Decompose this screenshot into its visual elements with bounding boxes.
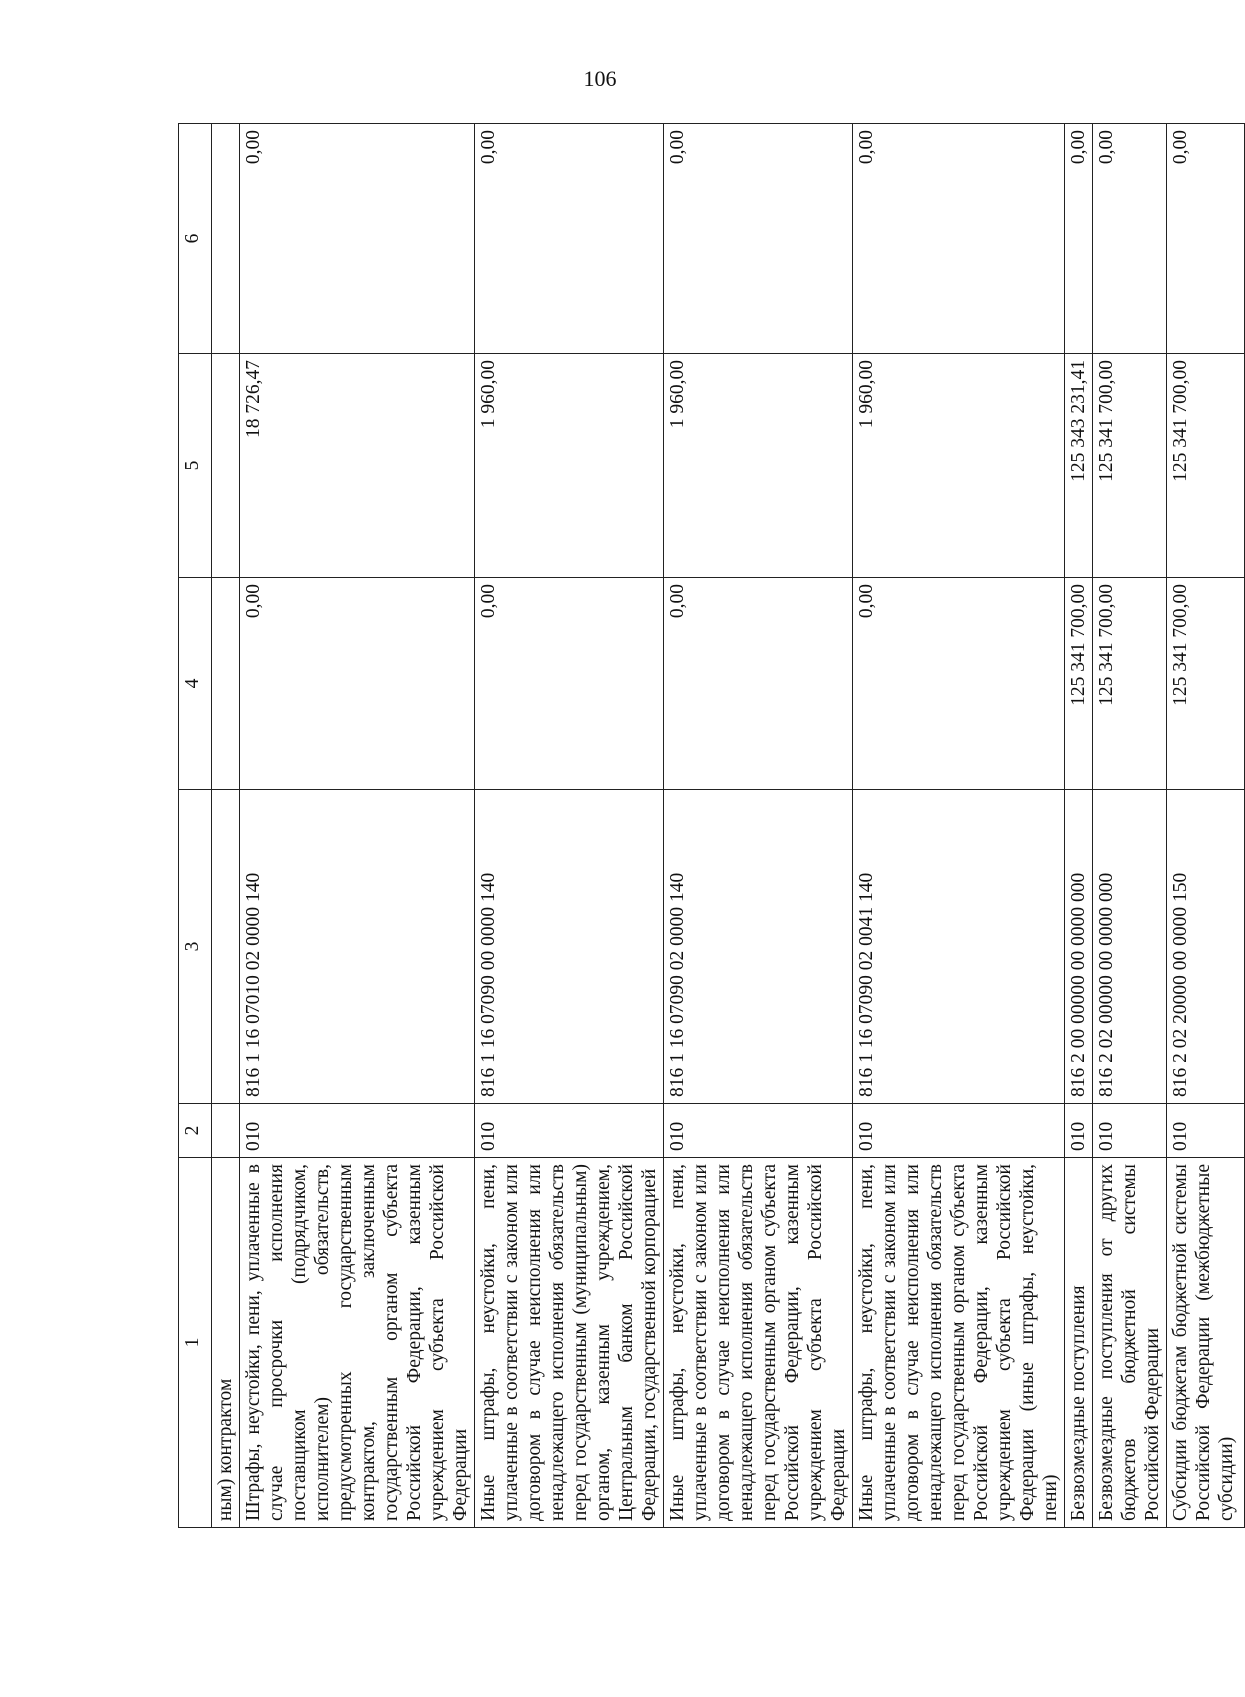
row-name: Безвозмездные поступления (1065, 1158, 1093, 1528)
row-name: Субсидии бюджетам бюджетной системы Российской Федерации (межбюджетные субсидии) (1167, 1158, 1245, 1528)
row-executed: 125 341 700,00 (1167, 354, 1245, 578)
column-number: 6 (179, 124, 212, 354)
row-col6: 0,00 (475, 124, 664, 354)
row-plan (212, 578, 240, 790)
row-plan: 0,00 (475, 578, 664, 790)
row-executed: 1 960,00 (853, 354, 1065, 578)
row-budget-code: 816 1 16 07010 02 0000 140 (240, 790, 475, 1104)
column-number: 2 (179, 1104, 212, 1158)
row-plan: 0,00 (664, 578, 853, 790)
row-col6: 0,00 (853, 124, 1065, 354)
table-row (1093, 124, 1167, 1528)
row-executed: 18 726,47 (240, 354, 475, 578)
row-line-code: 010 (1065, 1104, 1093, 1158)
row-name: Штрафы, неустойки, пени, уплаченные в случае просрочки исполнения поставщиком (подрядчиком, исполнителем) обязательств, предусмотренных государственным контрактом, заключенным государственным органом субъекта Российской Федерации, казенным учреждением субъекта Российской Федерации (240, 1158, 475, 1528)
column-number: 4 (179, 578, 212, 790)
row-budget-code: 816 1 16 07090 00 0000 140 (475, 790, 664, 1104)
row-line-code: 010 (240, 1104, 475, 1158)
row-plan: 125 341 700,00 (1093, 578, 1167, 790)
row-name: Иные штрафы, неустойки, пени, уплаченные в соответствии с законом или договором в случае неисполнения или ненадлежащего исполнения обязательств перед государственным органом субъекта Российской Федерации, казенным учреждением субъекта Российской Федерации (иные штрафы, неустойки, пени) (853, 1158, 1065, 1528)
table-row (1167, 124, 1245, 1528)
row-executed: 125 341 700,00 (1093, 354, 1167, 578)
row-line-code: 010 (475, 1104, 664, 1158)
row-col6: 0,00 (1065, 124, 1093, 354)
column-number: 1 (179, 1158, 212, 1528)
row-budget-code: 816 1 16 07090 02 0000 140 (664, 790, 853, 1104)
table-row (475, 124, 664, 1528)
row-budget-code: 816 2 00 00000 00 0000 000 (1065, 790, 1093, 1104)
row-col6: 0,00 (1167, 124, 1245, 354)
row-name: Безвозмездные поступления от других бюджетов бюджетной системы Российской Федерации (1093, 1158, 1167, 1528)
row-line-code: 010 (853, 1104, 1065, 1158)
row-line-code (212, 1104, 240, 1158)
table-row (664, 124, 853, 1528)
row-name: Иные штрафы, неустойки, пени, уплаченные в соответствии с законом или договором в случае неисполнения или ненадлежащего исполнения обязательств перед государственным (муниципальным) органом, казенным учреждением, Центральным банком Российской Федерации, государственной корпорацией (475, 1158, 664, 1528)
row-executed: 1 960,00 (475, 354, 664, 578)
row-budget-code: 816 2 02 20000 00 0000 150 (1167, 790, 1245, 1104)
rotated-table-container (178, 124, 1237, 1528)
row-line-code: 010 (664, 1104, 853, 1158)
row-budget-code (212, 790, 240, 1104)
row-budget-code: 816 1 16 07090 02 0041 140 (853, 790, 1065, 1104)
row-budget-code: 816 2 02 00000 00 0000 000 (1093, 790, 1167, 1104)
table-row (212, 124, 240, 1528)
table-row (240, 124, 475, 1528)
row-line-code: 010 (1167, 1104, 1245, 1158)
row-name: Иные штрафы, неустойки, пени, уплаченные в соответствии с законом или договором в случае неисполнения или ненадлежащего исполнения обязательств перед государственным органом субъекта Российской Федерации, казенным учреждением субъекта Российской Федерации (664, 1158, 853, 1528)
table-row (1065, 124, 1093, 1528)
row-col6 (212, 124, 240, 354)
row-plan: 0,00 (240, 578, 475, 790)
row-plan: 125 341 700,00 (1167, 578, 1245, 790)
row-name: ным) контрактом (212, 1158, 240, 1528)
row-col6: 0,00 (664, 124, 853, 354)
column-number-row (179, 124, 212, 1528)
row-plan: 0,00 (853, 578, 1065, 790)
table-row (853, 124, 1065, 1528)
row-executed: 1 960,00 (664, 354, 853, 578)
row-col6: 0,00 (240, 124, 475, 354)
row-executed: 125 343 231,41 (1065, 354, 1093, 578)
row-plan: 125 341 700,00 (1065, 578, 1093, 790)
revenue-table (178, 123, 1245, 1528)
column-number: 5 (179, 354, 212, 578)
row-executed (212, 354, 240, 578)
column-number: 3 (179, 790, 212, 1104)
page-number: 106 (583, 66, 617, 91)
row-col6: 0,00 (1093, 124, 1167, 354)
row-line-code: 010 (1093, 1104, 1167, 1158)
